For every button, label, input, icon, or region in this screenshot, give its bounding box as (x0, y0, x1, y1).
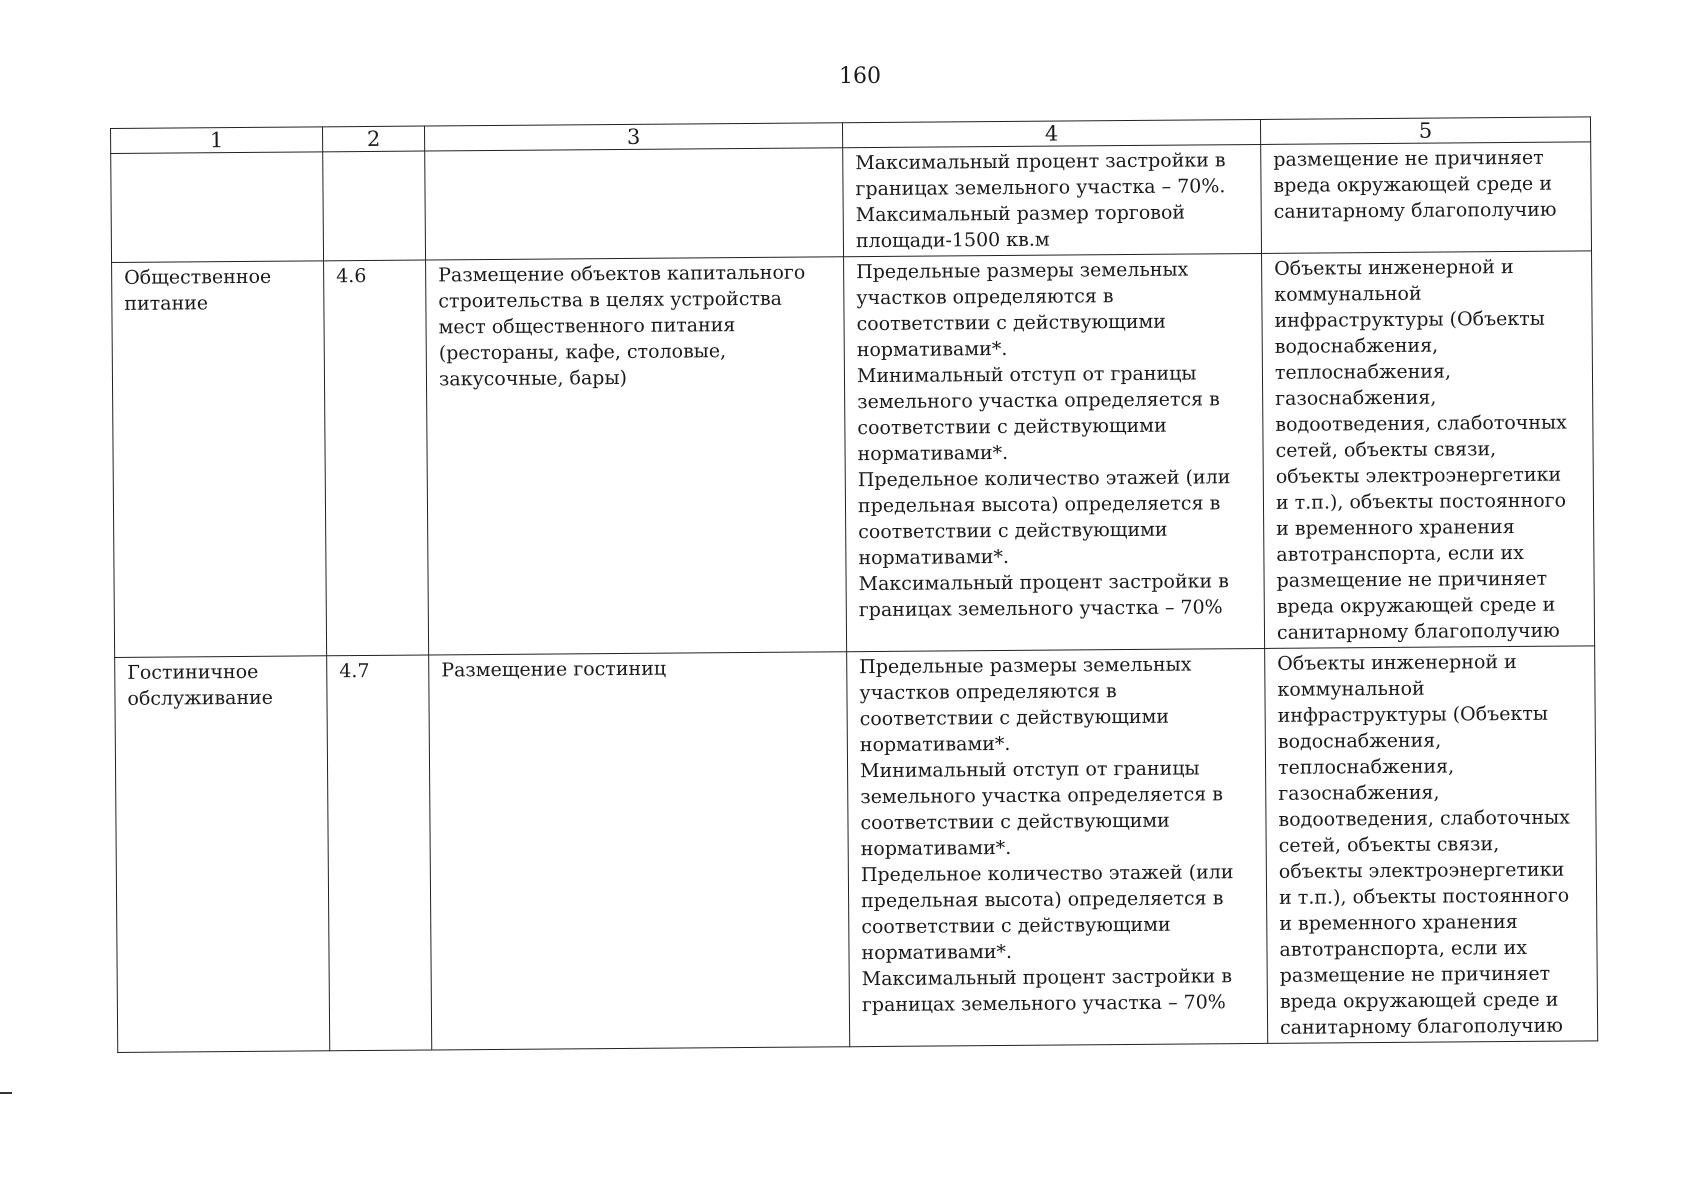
code-text (335, 154, 412, 155)
description-text (437, 150, 830, 153)
cell-description (425, 148, 844, 260)
table-row (112, 251, 1595, 658)
column-header-3: 3 (424, 123, 842, 151)
cell-conditions (1262, 251, 1595, 649)
code-text: 4.7 (339, 659, 370, 683)
description-text: Размещение объектов капитального строительства в целях устройства мест общественного питания (рестораны, кафе, столовые, закусочные, бары) (438, 261, 806, 391)
name-text: Общественное питание (124, 265, 272, 315)
cell-parameters (844, 253, 1265, 651)
cell-description (429, 652, 850, 1050)
page-number: 160 (839, 64, 881, 89)
description-text: Размещение гостиниц (441, 657, 667, 682)
cell-parameters (847, 648, 1268, 1046)
parameters-text: Предельные размеры земельных участков определяются в соответствии с действующими нормативами*. Минимальный отступ от границы земельного участка определяется в соответствии с действующими нормативами*. Предельное количество этажей (или предельная высота) определяется в соответствии с действующими нормативами*. Максимальный процент застройки в границах земельного участка – 70% (856, 258, 1231, 622)
cell-name (115, 656, 330, 1053)
column-header-4: 4 (842, 119, 1260, 147)
column-header-1: 1 (111, 127, 323, 154)
conditions-text: размещение не причиняет вреда окружающей среде и санитарному благополучию (1273, 146, 1557, 223)
conditions-text: Объекты инженерной и коммунальной инфраструктуры (Объекты водоснабжения, теплоснабжения, газоснабжения, водоотведения, слаботочных сетей, объекты связи, объекты электроэнергетики и т.п.), объекты постоянного и временного хранения автотранспорта, если их размещение не причиняет вреда окружающей среде и санитарному благополучию (1277, 650, 1570, 1039)
parameters-text: Предельные размеры земельных участков определяются в соответствии с действующими нормативами*. Минимальный отступ от границы земельного участка определяется в соответствии с действующими нормативами*. Предельное количество этажей (или предельная высота) определяется в соответствии с действующими нормативами*. Максимальный процент застройки в границах земельного участка – 70% (859, 653, 1234, 1017)
table-row (111, 142, 1592, 263)
margin-mark (0, 1092, 12, 1094)
code-text: 4.6 (336, 264, 367, 288)
cell-description (426, 257, 847, 655)
land-use-table (110, 116, 1598, 1053)
cell-code (324, 260, 429, 656)
column-header-2: 2 (322, 126, 424, 152)
column-header-5: 5 (1260, 117, 1590, 145)
cell-parameters (843, 144, 1262, 256)
parameters-text: Максимальный процент застройки в границах земельного участка – 70%. Максимальный размер торговой площади-1500 кв.м (855, 149, 1226, 253)
table-row (115, 646, 1598, 1053)
cell-name (112, 261, 327, 658)
conditions-text: Объекты инженерной и коммунальной инфраструктуры (Объекты водоснабжения, теплоснабжения, газоснабжения, водоотведения, слаботочных сетей, объекты связи, объекты электроэнергетики и т.п.), объекты постоянного и временного хранения автотранспорта, если их размещение не причиняет вреда окружающей среде и санитарному благополучию (1274, 255, 1567, 644)
cell-code (327, 655, 432, 1051)
cell-code (323, 151, 426, 261)
name-text (123, 154, 310, 155)
cell-name (111, 152, 324, 263)
cell-conditions (1261, 142, 1592, 254)
cell-conditions (1265, 646, 1598, 1044)
name-text: Гостиничное обслуживание (127, 660, 274, 710)
